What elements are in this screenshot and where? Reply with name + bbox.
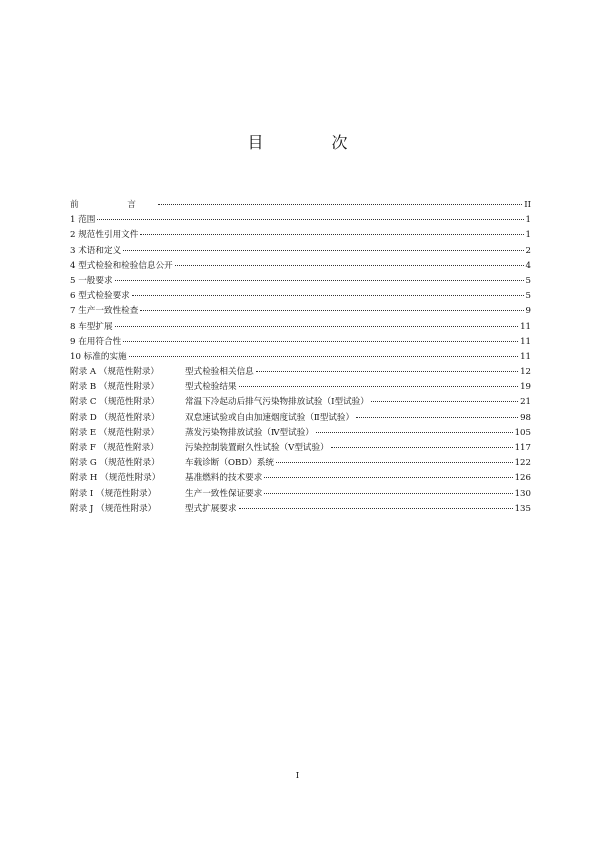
appendix-title: 型式检验相关信息 [185,367,254,378]
toc-entry-page: 11 [520,321,531,332]
toc-entry-label: 1 范围 [70,215,96,226]
toc-entry[interactable] [70,350,531,365]
dot-leader [331,447,513,448]
appendix-title: 双怠速试验或自由加速烟度试验（Ⅱ型试验） [185,412,355,423]
toc-entry-label: 5 一般要求 [70,275,113,286]
toc-appendix-entry[interactable] [70,456,531,471]
dot-leader [264,477,512,478]
toc-entry-page: 1 [525,215,531,226]
toc-entry-page: 11 [520,351,531,362]
toc-entry[interactable] [70,320,531,335]
toc-entry-label: 10 标准的实施 [70,351,127,362]
dot-leader [371,401,518,402]
toc-entry[interactable] [70,335,531,350]
dot-leader [264,493,512,494]
toc-entry-label: 9 在用符合性 [70,336,122,347]
dot-leader [115,326,518,327]
toc-entry-page: 5 [525,291,531,302]
dot-leader [316,432,513,433]
toc-entry-page: 1 [525,230,531,241]
toc-entry-label: 前 言 [70,200,156,210]
dot-leader [175,265,524,266]
toc-appendix-entry[interactable] [70,426,531,441]
toc-title: 目 次 [247,133,374,152]
toc-appendix-entry[interactable] [70,487,531,502]
dot-leader [140,310,523,311]
dot-leader [239,508,513,509]
toc-entry[interactable] [70,274,531,289]
dot-leader [123,341,518,342]
toc-entry-page: 117 [514,443,531,453]
dot-leader [97,219,523,220]
appendix-prefix: 附录 J （规范性附录） [70,503,157,514]
appendix-prefix: 附录 H （规范性附录） [70,473,161,484]
toc-appendix-entry[interactable] [70,365,531,380]
dot-leader [158,204,522,205]
toc-entry-page: 12 [520,367,531,378]
toc-entry-label: 3 术语和定义 [70,245,122,256]
toc-entry-page: 135 [514,503,531,514]
toc-entry[interactable] [70,259,531,274]
appendix-title: 型式扩展要求 [185,503,237,514]
appendix-title: 蒸发污染物排放试验（Ⅳ型试验） [185,427,314,438]
appendix-title: 常温下冷起动后排气污染物排放试验（Ⅰ型试验） [185,397,369,408]
appendix-prefix: 附录 C （规范性附录） [70,397,160,408]
toc-entry[interactable] [70,213,531,228]
toc-entry-label: 8 车型扩展 [70,321,113,332]
appendix-title: 车载诊断（OBD）系统 [185,458,275,469]
appendix-prefix: 附录 D （规范性附录） [70,412,160,423]
toc-entry[interactable] [70,289,531,304]
appendix-prefix: 附录 B （规范性附录） [70,382,160,393]
toc-list [70,198,531,517]
toc-appendix-entry[interactable] [70,441,531,456]
appendix-title: 生产一致性保证要求 [185,488,263,499]
toc-entry-page: 105 [514,427,531,438]
toc-entry-label: 7 生产一致性检查 [70,306,139,317]
toc-entry-page: 4 [525,260,531,271]
appendix-prefix: 附录 F （规范性附录） [70,443,159,453]
toc-appendix-entry[interactable] [70,471,531,486]
toc-entry-page: 11 [520,336,531,347]
appendix-prefix: 附录 A （规范性附录） [70,367,160,378]
toc-entry[interactable] [70,228,531,243]
dot-leader [132,295,524,296]
toc-entry-page: 126 [514,473,531,484]
toc-entry-page: 98 [520,412,531,423]
dot-leader [256,371,518,372]
appendix-prefix: 附录 I （规范性附录） [70,488,157,499]
toc-entry-page: 5 [525,275,531,286]
dot-leader [123,250,523,251]
appendix-prefix: 附录 G （规范性附录） [70,458,160,469]
toc-entry-page: II [524,200,531,210]
toc-entry[interactable] [70,198,531,213]
page-number: I [295,771,300,781]
toc-entry-label: 2 规范性引用文件 [70,230,139,241]
dot-leader [356,417,518,418]
dot-leader [140,234,523,235]
toc-entry-page: 2 [525,245,531,256]
toc-appendix-entry[interactable] [70,395,531,410]
appendix-title: 型式检验结果 [185,382,237,393]
toc-entry-page: 130 [514,488,531,499]
toc-entry-page: 21 [520,397,531,408]
toc-entry[interactable] [70,244,531,259]
dot-leader [129,356,518,357]
toc-entry-label: 6 型式检验要求 [70,291,130,302]
appendix-title: 基准燃料的技术要求 [185,473,263,484]
toc-appendix-entry[interactable] [70,380,531,395]
toc-entry-label: 4 型式检验和检验信息公开 [70,260,173,271]
dot-leader [276,462,513,463]
toc-entry-page: 9 [525,306,531,317]
appendix-prefix: 附录 E （规范性附录） [70,427,160,438]
dot-leader [239,386,518,387]
toc-entry[interactable] [70,304,531,319]
dot-leader [115,280,524,281]
toc-entry-page: 122 [514,458,531,469]
toc-appendix-entry[interactable] [70,411,531,426]
appendix-title: 污染控制装置耐久性试验（Ⅴ型试验） [185,443,329,453]
toc-appendix-entry[interactable] [70,502,531,517]
toc-entry-page: 19 [520,382,531,393]
